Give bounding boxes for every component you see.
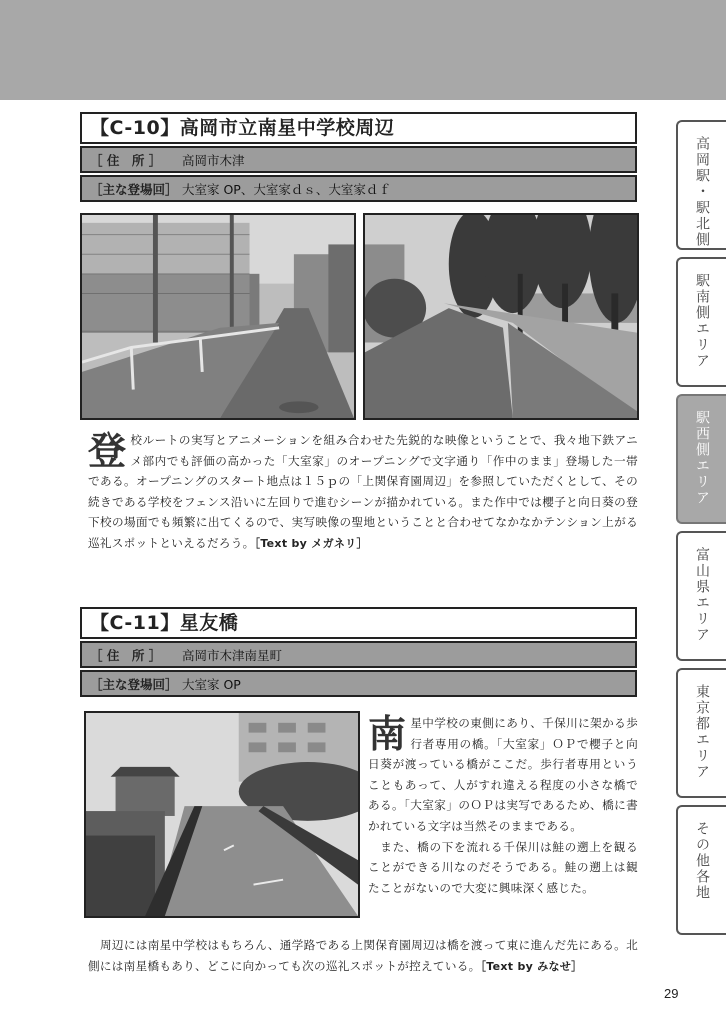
body-text: 星中学校の東側にあり、千保川に架かる歩行者専用の橋。「大室家」ＯＰで櫻子と向日葵が渡っている橋がここだ。歩行者専用ということもあって、人がすれ違える程度の小さな橋である。「大室家」のＯＰは実写であるため、橋に書かれている文字は当然そのままである。 <box>368 716 638 833</box>
appearance-label: ［主な登場回］ <box>90 677 178 692</box>
section-title: 【C-10】高岡市立南星中学校周辺 <box>80 112 637 144</box>
address-label: ［ 住 所 ］ <box>90 648 162 663</box>
address-value: 高岡市木津 <box>182 153 245 168</box>
body-text-2: また、橋の下を流れる千保川は鮭の遡上を観ることができる川なのだそうである。鮭の遡上は観たことがないので大変に興味深く感じた。 <box>368 839 638 895</box>
tab-label: 富山県エリア <box>694 547 710 643</box>
address-value: 高岡市木津南星町 <box>182 648 283 663</box>
section-c10-header <box>80 112 637 202</box>
appearance-value: 大室家 OP <box>182 677 241 692</box>
appearance-value: 大室家 OP、大室家ｄｓ、大室家ｄｆ <box>182 182 391 197</box>
section-c11-bottom-text <box>88 935 638 977</box>
dropcap: 登 <box>88 428 127 473</box>
tab-west-area[interactable] <box>676 394 726 524</box>
tab-south-area[interactable] <box>676 257 726 387</box>
page-number: 29 <box>664 986 679 1001</box>
section-c11-side-text <box>368 713 638 898</box>
header-band <box>0 0 726 100</box>
tab-tokyo-area[interactable] <box>676 668 726 798</box>
photo-school-fence-road <box>80 213 356 420</box>
tab-label: 駅西側エリア <box>694 410 710 506</box>
text-credit: ［Text by メガネリ］ <box>254 536 368 550</box>
section-c10-text <box>88 430 638 555</box>
address-row <box>80 641 637 668</box>
appearance-label: ［主な登場回］ <box>90 182 178 197</box>
tab-label: その他各地 <box>694 821 710 901</box>
section-title: 【C-11】星友橋 <box>80 607 637 639</box>
address-label: ［ 住 所 ］ <box>90 153 162 168</box>
photo-seiyu-bridge <box>84 711 360 918</box>
address-row <box>80 146 637 173</box>
body-text-3: 周辺には南星中学校はもちろん、通学路である上関保育園周辺は橋を渡って東に進んだ先にある。北側には南星橋もあり、どこに向かっても次の巡礼スポットが控えている。 <box>88 938 638 973</box>
tab-toyama-area[interactable] <box>676 531 726 661</box>
appearance-row <box>80 670 637 697</box>
tab-takaoka-north[interactable] <box>676 120 726 250</box>
tab-label: 駅南側エリア <box>694 273 710 369</box>
tab-label: 高岡駅・駅北側 <box>694 136 710 248</box>
body-text: 校ルートの実写とアニメーションを組み合わせた先鋭的な映像ということで、我々地下鉄アニメ部内でも評価の高かった「大室家」のオープニングで文字通り「作中のまま」登場した一帯である。オープニングのスタート地点は１５ｐの「上関保育園周辺」を参照していただくとして、その続きである学校をフェンス沿いに左回りで進むシーンが描かれている。また作中では櫻子と向日葵の登下校の場面でも頻繁に出てくるので、実写映像の聖地ということと合わせてなかなかテンション上がる巡礼スポットといえるだろう。 <box>88 433 638 550</box>
text-credit: ［Text by みなせ］ <box>480 959 583 973</box>
tab-label: 東京都エリア <box>694 684 710 780</box>
photo-fence-path-trees <box>363 213 639 420</box>
dropcap: 南 <box>368 711 407 756</box>
appearance-row <box>80 175 637 202</box>
section-c11-header <box>80 607 637 697</box>
tab-other-area[interactable] <box>676 805 726 935</box>
